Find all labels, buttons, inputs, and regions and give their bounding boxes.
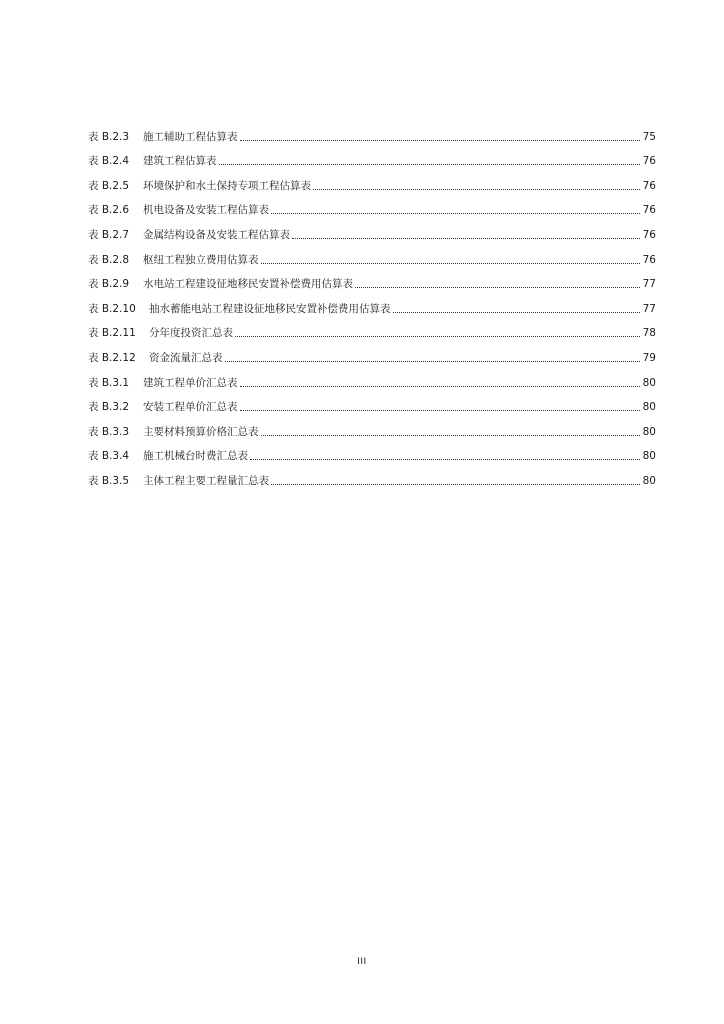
toc-entry-code: 表 B.2.6 (88, 204, 130, 217)
toc-entry-code: 表 B.2.5 (88, 179, 130, 192)
toc-entry-code: 表 B.3.4 (88, 450, 130, 463)
toc-entry-page: 80 (642, 450, 656, 463)
toc-entry[interactable] (88, 316, 656, 341)
toc-entry[interactable] (88, 217, 656, 242)
toc-entry-code: 表 B.2.4 (88, 155, 130, 168)
toc-entry[interactable] (88, 168, 656, 193)
toc-leader-dots (261, 262, 641, 264)
toc-entry[interactable] (88, 463, 656, 488)
toc-entry-code: 表 B.2.7 (88, 228, 130, 241)
toc-entry-page: 80 (642, 425, 656, 438)
toc-entry[interactable] (88, 193, 656, 218)
toc-entry-title: 枢纽工程独立费用估算表 (143, 253, 259, 266)
toc-entry-page: 76 (642, 204, 656, 217)
toc-entry-code: 表 B.2.9 (88, 278, 130, 291)
table-of-contents (88, 119, 656, 488)
toc-entry-page: 76 (642, 155, 656, 168)
toc-entry[interactable] (88, 365, 656, 390)
toc-entry-code: 表 B.2.11 (88, 327, 136, 340)
toc-leader-dots (271, 483, 640, 485)
toc-entry[interactable] (88, 291, 656, 316)
toc-entry-title: 机电设备及安装工程估算表 (143, 204, 269, 217)
toc-entry-code: 表 B.2.8 (88, 253, 130, 266)
toc-entry-code: 表 B.3.2 (88, 401, 130, 414)
toc-entry-page: 77 (642, 278, 656, 291)
toc-entry-title: 抽水蓄能电站工程建设征地移民安置补偿费用估算表 (149, 302, 391, 315)
toc-leader-dots (250, 458, 640, 460)
toc-entry-title: 资金流量汇总表 (149, 351, 223, 364)
toc-leader-dots (271, 212, 640, 214)
toc-entry-page: 76 (642, 253, 656, 266)
toc-entry-page: 78 (642, 327, 656, 340)
toc-entry-title: 主要材料预算价格汇总表 (143, 425, 259, 438)
toc-leader-dots (355, 286, 640, 288)
toc-entry-title: 建筑工程估算表 (143, 155, 217, 168)
toc-leader-dots (235, 335, 640, 337)
page-number: III (357, 956, 367, 967)
toc-entry-title: 环境保护和水土保持专项工程估算表 (143, 179, 311, 192)
toc-leader-dots (393, 311, 641, 313)
toc-entry-code: 表 B.2.12 (88, 351, 136, 364)
toc-entry-page: 75 (642, 130, 656, 143)
toc-entry[interactable] (88, 414, 656, 439)
toc-entry-page: 80 (642, 401, 656, 414)
toc-entry-title: 施工辅助工程估算表 (143, 130, 238, 143)
toc-leader-dots (225, 360, 641, 362)
toc-entry[interactable] (88, 242, 656, 267)
toc-entry-title: 金属结构设备及安装工程估算表 (143, 228, 290, 241)
toc-entry-page: 79 (642, 351, 656, 364)
toc-entry-page: 77 (642, 302, 656, 315)
toc-leader-dots (292, 237, 640, 239)
toc-entry-page: 80 (642, 474, 656, 487)
toc-entry-code: 表 B.3.3 (88, 425, 130, 438)
toc-entry[interactable] (88, 144, 656, 169)
toc-entry-code: 表 B.3.5 (88, 474, 130, 487)
toc-entry[interactable] (88, 340, 656, 365)
toc-entry[interactable] (88, 267, 656, 292)
toc-entry-code: 表 B.2.3 (88, 130, 130, 143)
toc-entry-title: 主体工程主要工程量汇总表 (143, 474, 269, 487)
toc-leader-dots (240, 385, 641, 387)
toc-entry-code: 表 B.3.1 (88, 376, 130, 389)
toc-entry-title: 分年度投资汇总表 (149, 327, 233, 340)
toc-entry-code: 表 B.2.10 (88, 302, 136, 315)
toc-entry[interactable] (88, 439, 656, 464)
toc-leader-dots (240, 409, 641, 411)
toc-entry-title: 安装工程单价汇总表 (143, 401, 238, 414)
toc-entry-page: 76 (642, 228, 656, 241)
toc-leader-dots (240, 139, 641, 141)
toc-entry-title: 水电站工程建设征地移民安置补偿费用估算表 (143, 278, 353, 291)
toc-entry-title: 建筑工程单价汇总表 (143, 376, 238, 389)
toc-entry[interactable] (88, 119, 656, 144)
toc-entry-page: 80 (642, 376, 656, 389)
toc-entry-page: 76 (642, 179, 656, 192)
toc-leader-dots (313, 188, 640, 190)
toc-leader-dots (261, 434, 641, 436)
toc-leader-dots (219, 163, 641, 165)
toc-entry[interactable] (88, 390, 656, 415)
toc-entry-title: 施工机械台时费汇总表 (143, 450, 248, 463)
